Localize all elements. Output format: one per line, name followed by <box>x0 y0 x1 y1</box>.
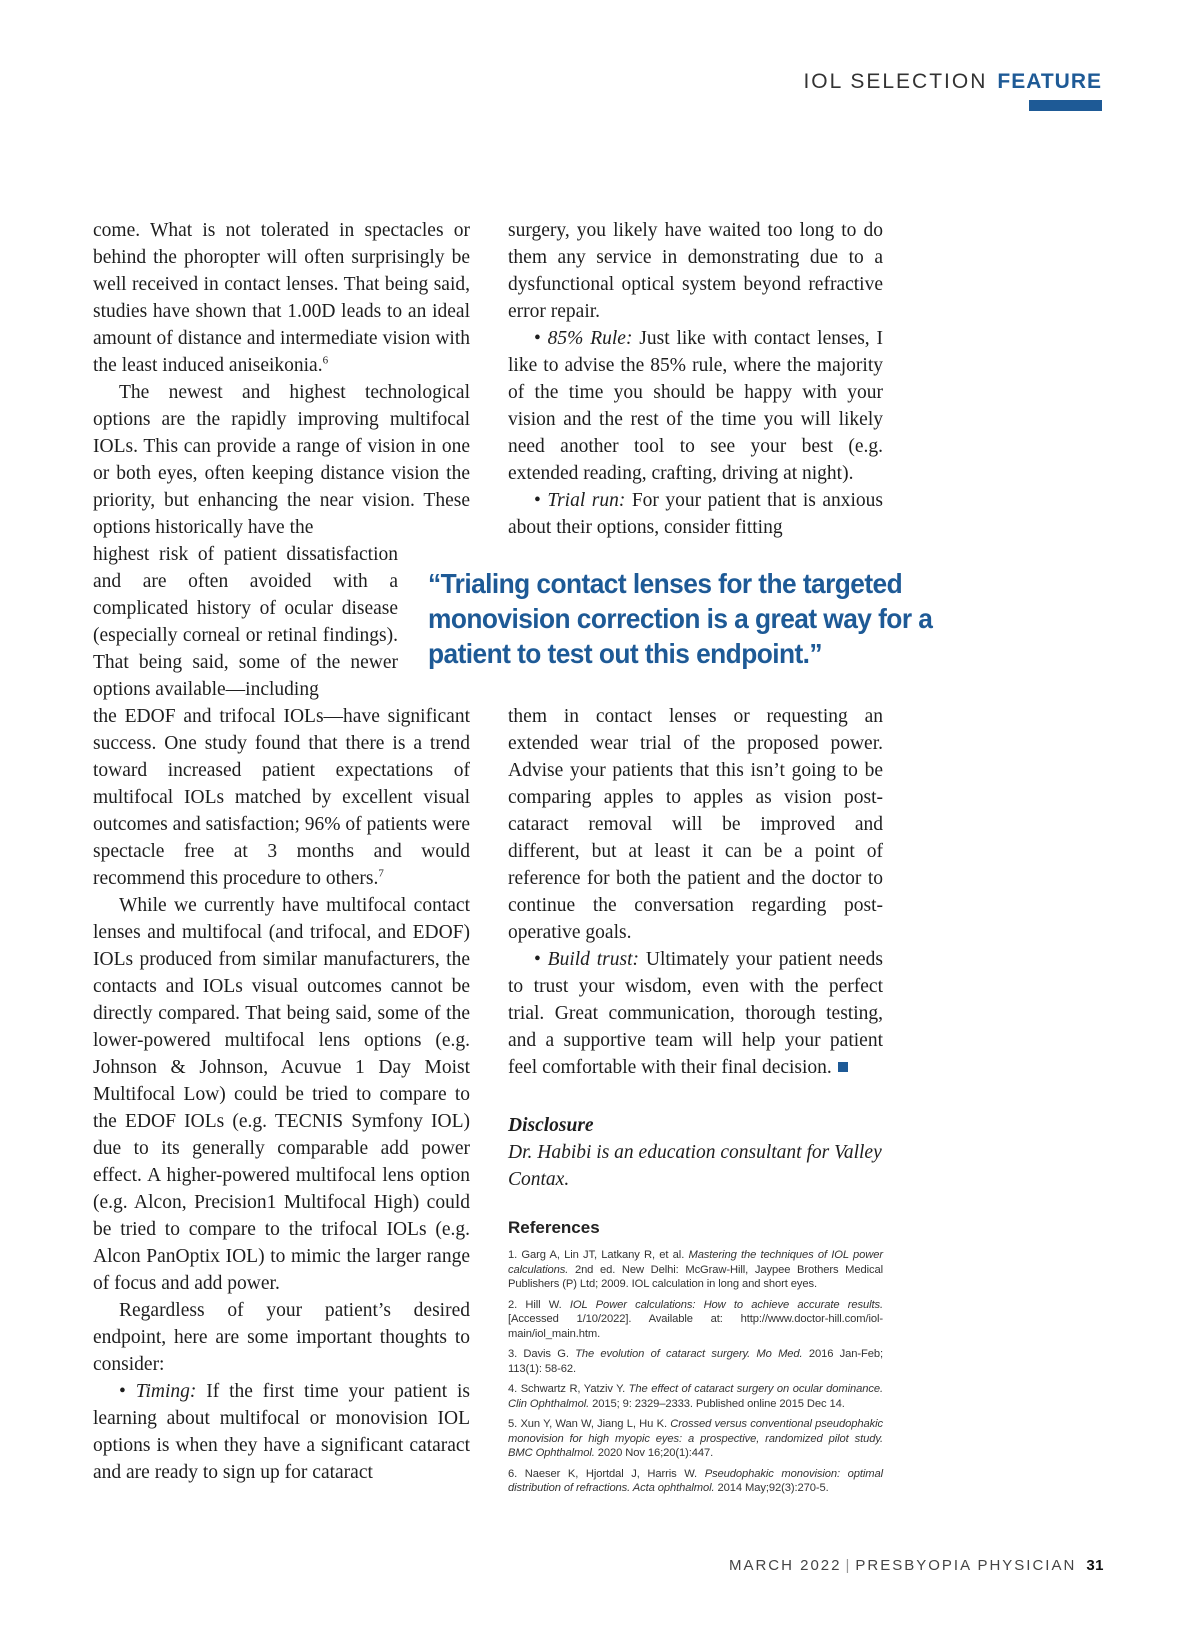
end-mark-icon <box>838 1062 848 1072</box>
paragraph: the EDOF and trifocal IOLs—have significant success. One study found that there is a trend toward increased patient expectations of multifocal IOLs matched by excellent visual outcomes and satisfaction; 96% of patients were spectacle free at 3 months and would recommend this procedure to others.$^7$ <box>93 706 470 889</box>
right-column-top <box>508 217 883 541</box>
left-column <box>93 217 470 1486</box>
publication-name: PRESBYOPIA PHYSICIAN <box>855 1557 1077 1574</box>
bullet-trial-run: • Trial run: For your patient that is anxious about their options, consider fitting <box>508 490 884 538</box>
reference-item: 6. Naeser K, Hjortdal J, Harris W. Pseudophakic monovision: optimal distribution of refractions. Acta ophthalmol. 2014 May;92(3):270-5. <box>508 1467 884 1494</box>
disclosure <box>508 1112 883 1193</box>
right-column-bottom <box>508 703 883 1081</box>
citation-ref: 6 <box>322 354 329 367</box>
bullet-timing: • Timing: If the first time your patient is learning about multifocal or monovision IOL options is when they have a significant cataract and are ready to sign up for cataract <box>93 1381 471 1483</box>
reference-item: 4. Schwartz R, Yatziv Y. The effect of cataract surgery on ocular dominance. Clin Ophthalmol. 2015; 9: 2329–2333. Published online 2015 Dec 14. <box>508 1383 883 1410</box>
pull-quote: “Trialing contact lenses for the targeted monovision correction is a great way for a patient to test out this endpoint.” <box>428 568 933 669</box>
bullet-85-rule: • 85% Rule: Just like with contact lenses, I like to advise the 85% rule, where the majority of the time you should be happy with your vision and the rest of the time you will likely need another tool to see your best (e.g. extended reading, crafting, driving at night). <box>508 328 884 484</box>
paragraph-wrap-around-quote: highest risk of patient dissatisfaction and are often avoided with a complicated history of ocular disease (especially corneal or retinal findings). That being said, some of the newer options available—including <box>93 544 398 700</box>
reference-item: 3. Davis G. The evolution of cataract surgery. Mo Med. 2016 Jan-Feb; 113(1): 58-62. <box>508 1348 883 1375</box>
paragraph: While we currently have multifocal contact lenses and multifocal (and trifocal, and EDOF) IOLs produced from similar manufacturers, the contacts and IOLs visual outcomes cannot be directly compared. That being said, some of the lower-powered multifocal lens options (e.g. Johnson & Johnson, Acuvue 1 Day Moist Multifocal Low) could be tried to compare to the EDOF IOLs (e.g. TECNIS Symfony IOL) due to its generally comparable add power effect. A higher-powered multifocal lens option (e.g. Alcon, Precision1 Multifocal High) could be tried to compare to the trifocal IOLs (e.g. Alcon PanOptix IOL) to mimic the larger range of focus and add power. <box>93 895 470 1294</box>
reference-item: 1. Garg A, Lin JT, Latkany R, et al. Mastering the techniques of IOL power calculations. 2nd ed. New Delhi: McGraw-Hill, Jaypee Brothers Medical Publishers (P) Ltd; 2009. IOL calculation in long and short eyes. <box>508 1249 883 1290</box>
section-label: IOL SELECTION <box>803 70 988 93</box>
references-heading: References <box>508 1218 600 1237</box>
page-footer <box>729 1557 1104 1574</box>
references <box>508 1218 883 1502</box>
paragraph: come. What is not tolerated in spectacles or behind the phoropter will often surprisingly be well received in contact lenses. That being said, studies have shown that 1.00D leads to an ideal amount of distance and intermediate vision with the least induced aniseikonia.$^6$ <box>93 220 470 376</box>
paragraph: them in contact lenses or requesting an extended wear trial of the proposed power. Advise your patients that this isn’t going to be comparing apples to apples as vision post-cataract removal will be improved and different, but at least it can be a point of reference for both the patient and the doctor to continue the conversation regarding post-operative goals. <box>508 706 883 943</box>
paragraph: surgery, you likely have waited too long to do them any service in demonstrating due to a dysfunctional optical system beyond refractive error repair. <box>508 220 883 322</box>
disclosure-heading: Disclosure <box>508 1115 594 1136</box>
disclosure-text: Dr. Habibi is an education consultant for Valley Contax. <box>508 1142 882 1190</box>
feature-label: FEATURE <box>997 70 1102 93</box>
issue-date: MARCH 2022 <box>728 1557 842 1574</box>
paragraph: Regardless of your patient’s desired endpoint, here are some important thoughts to consider: <box>93 1300 470 1375</box>
bullet-build-trust: • Build trust: Ultimately your patient needs to trust your wisdom, even with the perfect trial. Great communication, thorough testing, and a supportive team will help your patient feel comfortable with their final decision. <box>508 949 884 1078</box>
feature-accent-bar <box>1029 100 1102 111</box>
page-header <box>803 70 1102 94</box>
citation-ref: 7 <box>378 867 384 880</box>
page-number: 31 <box>1086 1557 1104 1574</box>
reference-item: 2. Hill W. IOL Power calculations: How to achieve accurate results. [Accessed 1/10/2022]. Available at: http://www.doctor-hill.com/iol-main/iol_main.htm. <box>508 1298 883 1340</box>
reference-item: 5. Xun Y, Wan W, Jiang L, Hu K. Crossed versus conventional pseudophakic monovision for high myopic eyes: a prospective, randomized pilot study. BMC Ophthalmol. 2020 Nov 16;20(1):447. <box>508 1418 883 1459</box>
footer-separator: | <box>845 1557 852 1574</box>
paragraph: The newest and highest technological options are the rapidly improving multifocal IOLs. This can provide a range of vision in one or both eyes, often keeping distance vision the priority, but enhancing the near vision. These options historically have the <box>93 382 470 538</box>
